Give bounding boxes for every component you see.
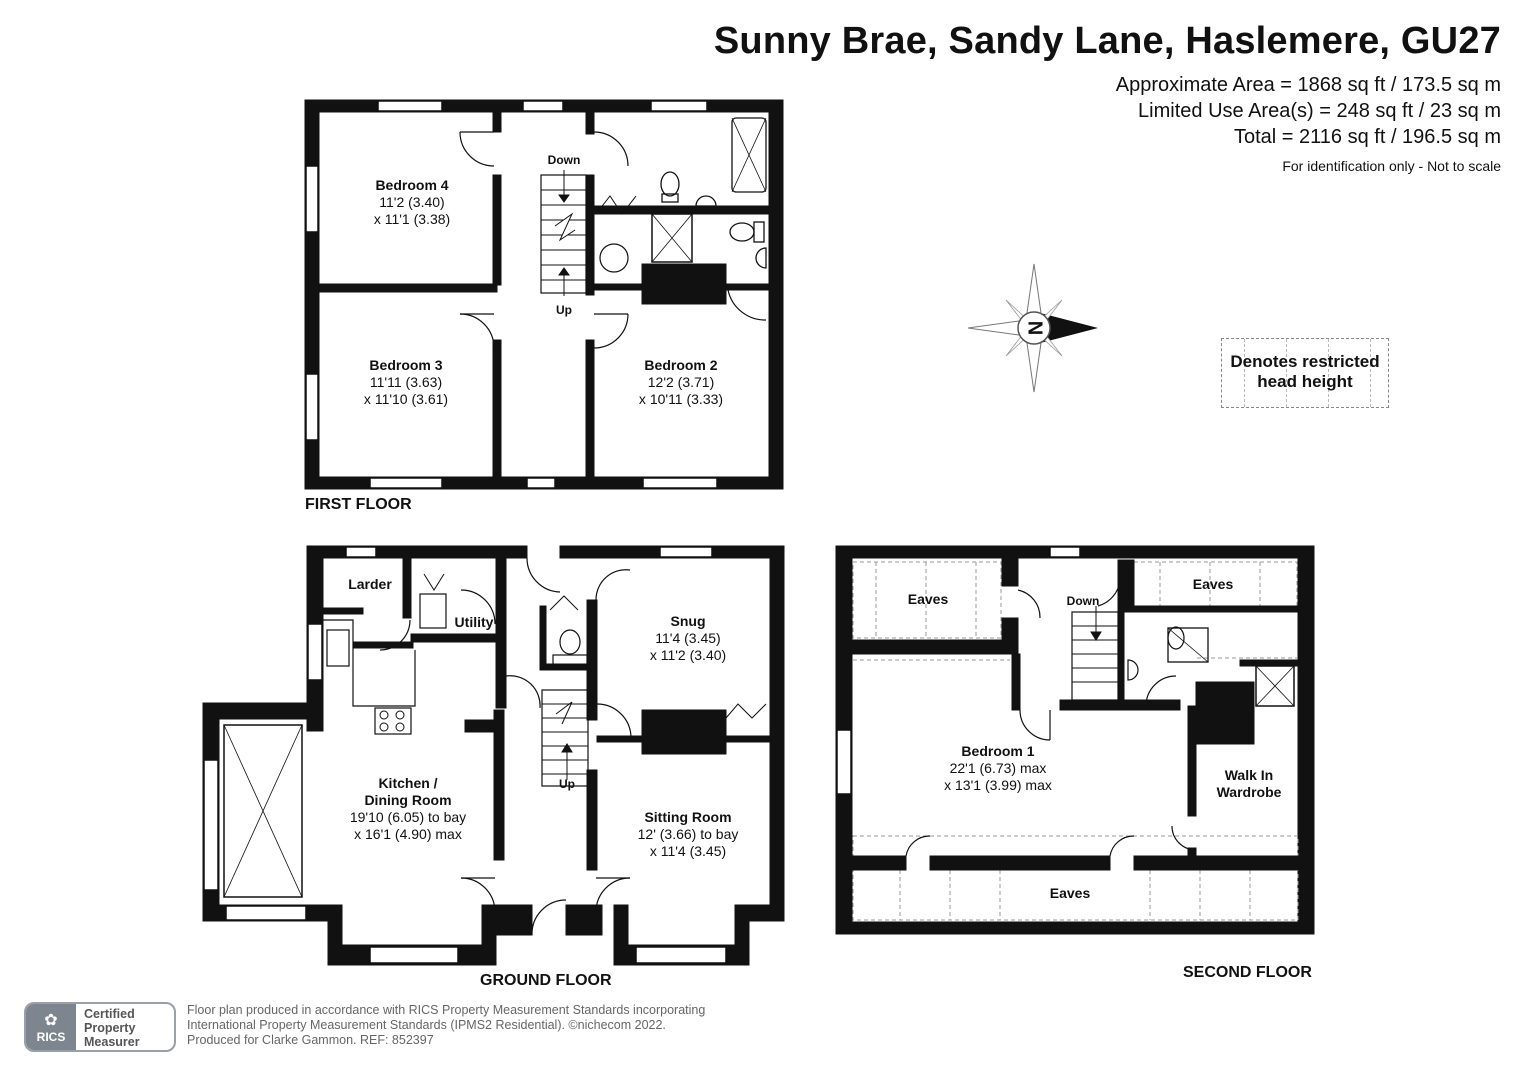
room-name: Dining Room (364, 792, 452, 808)
room-name: Bedroom 4 (375, 177, 449, 193)
second-floor-label: SECOND FLOOR (1183, 964, 1312, 981)
room-kitchen-dining (350, 775, 466, 843)
rics-logo-text: RICS (36, 1030, 66, 1044)
room-larder: Larder (348, 576, 392, 592)
room-walk-in-wardrobe (1217, 767, 1282, 801)
room-name: Walk In (1224, 767, 1274, 783)
room-dimension: 11'4 (3.45) (655, 630, 721, 646)
room-dimension: x 10'11 (3.33) (638, 391, 724, 407)
footer-line: International Property Measurement Standards (IPMS2 Residential). ©nichecom 2022. (187, 1018, 666, 1032)
room-name: Bedroom 1 (961, 743, 1035, 759)
approximate-area: Approximate Area = 1868 sq ft / 173.5 sq m (1115, 74, 1501, 96)
eaves-left: Eaves (907, 591, 949, 607)
room-dimension: x 13'1 (3.99) max (944, 777, 1052, 793)
room-utility: Utility (454, 614, 494, 630)
property-title: Sunny Brae, Sandy Lane, Haslemere, GU27 (713, 20, 1501, 62)
badge-line: Measurer (84, 1035, 140, 1049)
compass-north-letter: N (1023, 320, 1046, 336)
legend-line-1: Denotes restricted (1230, 352, 1380, 371)
room-bedroom-3 (364, 357, 448, 408)
rics-logo (26, 1004, 76, 1050)
room-name: Wardrobe (1216, 784, 1282, 800)
badge-line: Certified (84, 1007, 135, 1021)
stairs-down-label: Down (1066, 594, 1100, 608)
ground-floor-label: GROUND FLOOR (480, 972, 612, 989)
stairs-up-label: Up (556, 303, 572, 317)
room-dimension: x 11'10 (3.61) (363, 391, 449, 407)
footer-line: Floor plan produced in accordance with RICS Property Measurement Standards incorporating (187, 1003, 706, 1017)
total-area: Total = 2116 sq ft / 196.5 sq m (1233, 126, 1501, 148)
first-floor-label: FIRST FLOOR (305, 496, 412, 513)
room-dimension: 11'11 (3.63) (369, 374, 443, 390)
room-name: Bedroom 2 (644, 357, 718, 373)
badge-text (84, 1007, 140, 1049)
room-sitting-room (638, 809, 739, 860)
scale-note: For identification only - Not to scale (1282, 158, 1501, 174)
room-bedroom-4 (374, 177, 450, 228)
stairs-down-label: Down (547, 153, 581, 167)
eaves-bottom: Eaves (1049, 885, 1091, 901)
room-name: Kitchen / (378, 775, 438, 791)
room-snug (650, 613, 726, 664)
room-bedroom-1 (944, 743, 1052, 794)
room-dimension: x 11'1 (3.38) (373, 211, 451, 227)
limited-use-area: Limited Use Area(s) = 248 sq ft / 23 sq m (1138, 100, 1501, 122)
restricted-height-legend (1221, 338, 1389, 408)
badge-line: Property (84, 1021, 136, 1035)
room-name: Sitting Room (644, 809, 732, 825)
eaves-right: Eaves (1192, 576, 1234, 592)
room-name: Snug (670, 613, 706, 629)
room-dimension: x 16'1 (4.90) max (354, 826, 462, 842)
room-name: Bedroom 3 (369, 357, 443, 373)
room-dimension: 12' (3.66) to bay (637, 826, 739, 842)
room-dimension: x 11'4 (3.45) (649, 843, 727, 859)
room-dimension: x 11'2 (3.40) (649, 647, 727, 663)
room-dimension: 12'2 (3.71) (647, 374, 715, 390)
ground-floor-plan (203, 546, 784, 965)
room-dimension: 22'1 (6.73) max (949, 760, 1047, 776)
legend-line-2: head height (1257, 372, 1353, 391)
rics-emblem-icon: ✿ (44, 1012, 58, 1029)
stairs-up-label: Up (559, 777, 575, 791)
room-dimension: 11'2 (3.40) (379, 194, 445, 210)
footer-notes (187, 1003, 705, 1048)
room-bedroom-2 (639, 357, 723, 408)
room-dimension: 19'10 (6.05) to bay (349, 809, 467, 825)
first-floor-plan (305, 100, 783, 489)
rics-certified-badge (24, 1002, 176, 1052)
footer-line: Produced for Clarke Gammon. REF: 852397 (187, 1033, 434, 1047)
